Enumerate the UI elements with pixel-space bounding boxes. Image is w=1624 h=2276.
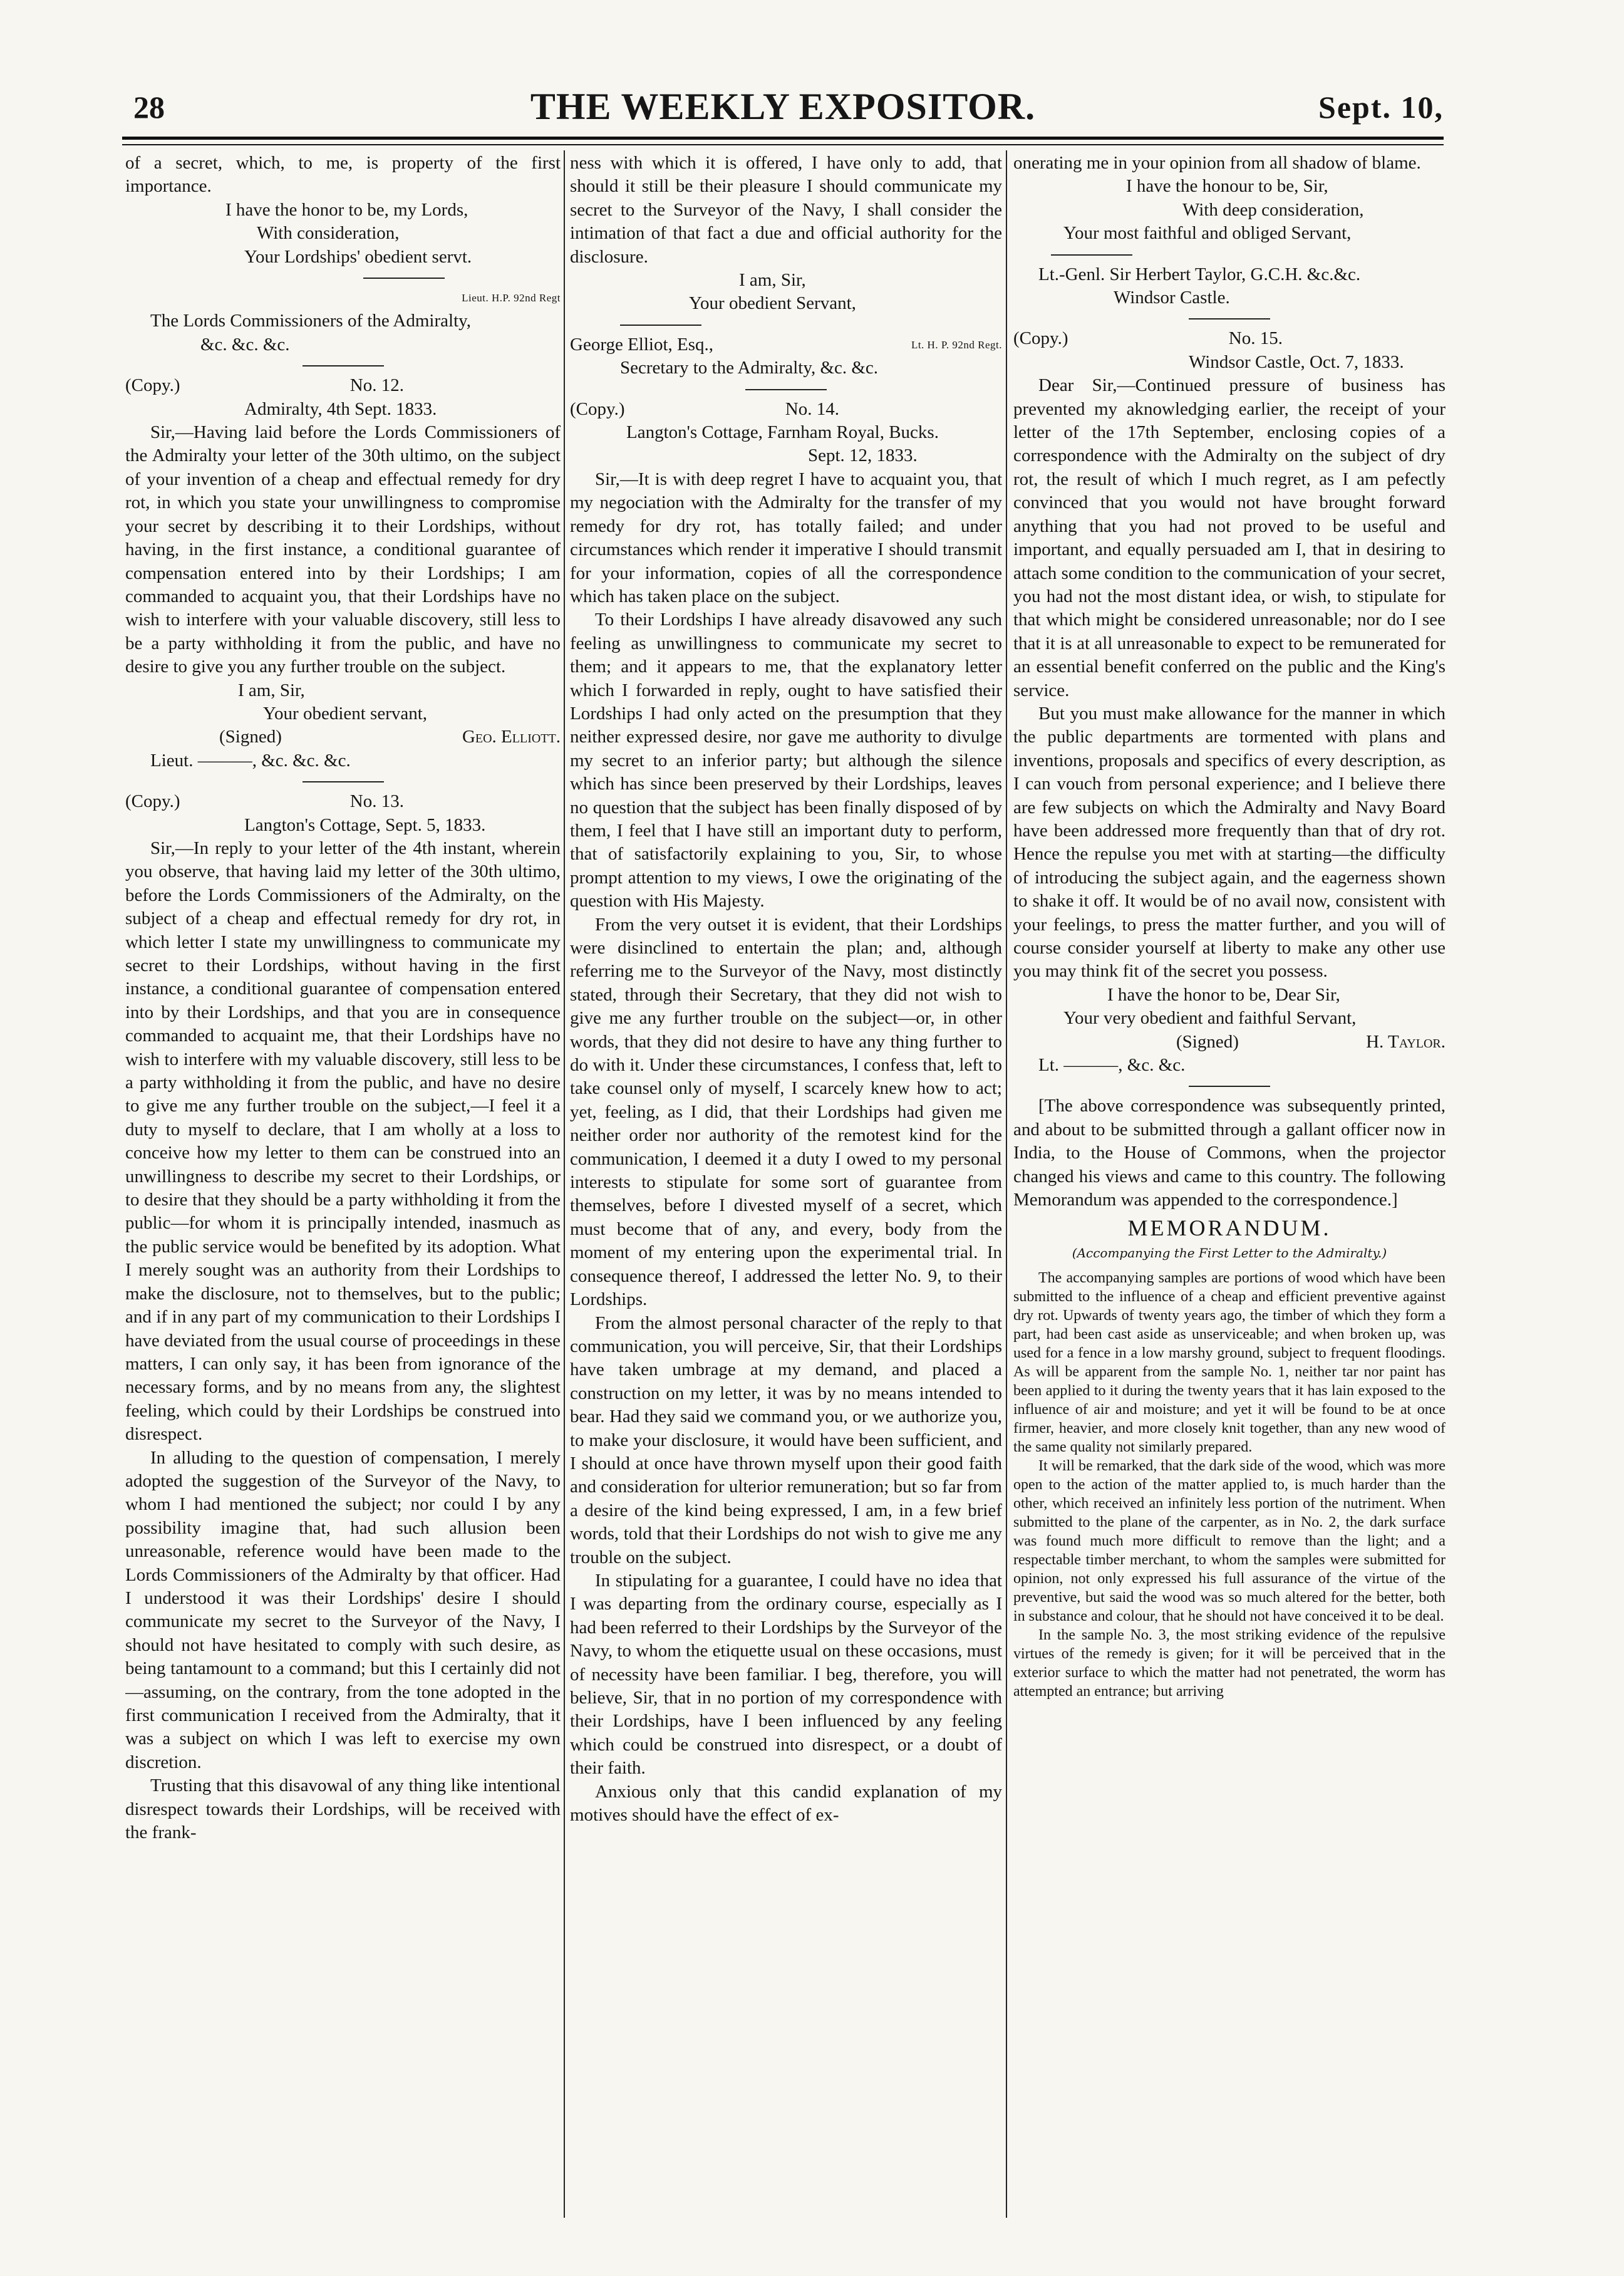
letter-number: No. 14. xyxy=(785,398,839,419)
signed-label: (Signed) xyxy=(1176,1031,1239,1052)
separator-rule xyxy=(745,389,827,390)
header-rule xyxy=(122,137,1444,140)
paragraph: But you must make allowance for the manner in which the public departments are tormented with plans and inventions, proposals and specifics of every description, as I can vouch from personal experience; and I believe there are few subjects on which the Admiralty and Navy Board have been addressed more frequently than that of dry rot. Hence the repulse you met with at starting—the difficulty of introducing the subject again, and the eagerness shown to shake it off. It would be of no avail now, consistent with your feelings, to press the matter further, and you will of course consider yourself at liberty to make any other use you may think fit of the secret you possess. xyxy=(1013,703,1446,982)
letter-number: No. 12. xyxy=(349,375,404,396)
paragraph: Trusting that this disavowal of any thing like intentional disrespect towards their Lordships, will be received with the frank- xyxy=(125,1775,561,1843)
closing-line: Your very obedient and faithful Servant, xyxy=(1063,1008,1357,1029)
paragraph: Anxious only that this candid explanation of my motives should have the effect of ex- xyxy=(570,1781,1002,1826)
closing-line: With deep consideration, xyxy=(1182,199,1364,220)
letter-number: No. 13. xyxy=(349,791,404,812)
signature-line xyxy=(125,725,561,749)
paragraph: The accompanying samples are portions of wood which have been submitted to the influence of a cheap and efficient preventive against dry rot. Upwards of twenty years ago, the timber of which they form a part, had been cast aside as unserviceable; and when broken up, was used for a fence in a low marshy ground, subject to frequent floodings. As will be apparent from the sample No. 1, neither tar nor paint has been applied to it during the twenty years that it has lain exposed to the influence of air and moisture; and yet it will be found to be at once firmer, heavier, and more closely knit together, than any new wood of the same quality not similarly prepared. xyxy=(1013,1270,1446,1456)
signature-rank: Lieut. H.P. 92nd Regt xyxy=(462,292,561,304)
copy-label: (Copy.) xyxy=(1013,328,1068,349)
column-1 xyxy=(125,152,561,2232)
closing-line: I have the honour to be, Sir, xyxy=(1126,176,1328,197)
paragraph: onerating me in your opinion from all shadow of blame. xyxy=(1013,153,1421,173)
paragraph: Sir,—In reply to your letter of the 4th instant, wherein you observe, that having laid my letter of the 30th ultimo, before the Lords Commissioners of the Admiralty, on the subject of a cheap and effectual remedy for dry rot, in which letter I state my unwillingness to communicate my secret to their Lordships, without having in the first instance, a conditional guarantee of compensation entered into by their Lordships, and that you are in consequence commanded to acquaint me, that their Lordships have no wish to interfere with my valuable discovery, still less to be a party withholding it from the public, and have no desire to give me any further trouble on the subject,—I feel it a duty to myself to declare, that I am wholly at a loss to conceive how my letter to them can be construed into an unwillingness to describe my secret to their Lordships, or to desire that they should be a party withholding it from the public—for whom it is principally intended, inasmuch as the public service would be benefited by its adoption. What I merely sought was an authority from their Lordships to make the disclosure, not to themselves, but to the public; and if in any part of my communication to their Lordships I have deviated from the usual course of proceedings in these matters, I can only say, it has been from ignorance of the necessary forms, and by no means from any, the slightest feeling, which could by their Lordships be construed into disrespect. xyxy=(125,838,561,1445)
addressee: &c. &c. &c. xyxy=(200,334,290,355)
closing-line: With consideration, xyxy=(257,223,400,244)
masthead-title: THE WEEKLY EXPOSITOR. xyxy=(530,86,1036,127)
column-2 xyxy=(570,152,1002,2232)
letter-date: Langton's Cottage, Sept. 5, 1833. xyxy=(244,814,486,835)
letter-number: No. 15. xyxy=(1228,328,1283,349)
copy-label: (Copy.) xyxy=(570,398,625,419)
separator-rule xyxy=(303,781,384,782)
column-divider xyxy=(1006,150,1007,2218)
letter-heading xyxy=(1013,327,1446,350)
header-rule-thin xyxy=(122,144,1444,145)
page-number: 28 xyxy=(133,90,165,125)
addressee: George Elliot, Esq., xyxy=(570,334,714,355)
letter-date: Langton's Cottage, Farnham Royal, Bucks. xyxy=(626,422,939,443)
signature-name: Geo. Elliott. xyxy=(462,727,561,747)
separator-rule xyxy=(1051,254,1132,256)
closing-line: Your obedient servant, xyxy=(263,703,428,724)
column-3 xyxy=(1013,152,1446,2232)
closing-line: I have the honor to be, my Lords, xyxy=(225,199,468,220)
letter-date: Windsor Castle, Oct. 7, 1833. xyxy=(1189,351,1404,372)
copy-label: (Copy.) xyxy=(125,791,180,812)
issue-date: Sept. 10, xyxy=(1318,90,1444,125)
closing-line: Your most faithful and obliged Servant, xyxy=(1063,223,1352,244)
letter-heading xyxy=(125,374,561,397)
closing-line: I am, Sir, xyxy=(739,270,806,291)
editorial-note: [The above correspondence was subsequently printed, and about to be submitted through a gallant officer now in India, to the House of Commons, when the projector changed his views and came to this country. The following Memorandum was appended to the correspondence.] xyxy=(1013,1096,1446,1210)
addressee: Windsor Castle. xyxy=(1114,288,1230,308)
page-header xyxy=(122,80,1444,140)
paragraph: Sir,—Having laid before the Lords Commissioners of the Admiralty your letter of the 30th ultimo, on the subject of your invention of a cheap and effectual remedy for dry rot, in which you state your unwillingness to compromise your secret by describing it to their Lordships, without having, in the first instance, a conditional guarantee of compensation entered into by their Lordships; I am commanded to acquaint you, that their Lordships have no wish to interfere with your valuable discovery, still less to be a party withholding it from the public, and have no desire to give you any further trouble on the subject. xyxy=(125,422,561,677)
closing-line: I have the honor to be, Dear Sir, xyxy=(1107,984,1340,1005)
memorandum-subtitle: (Accompanying the First Letter to the Admiralty.) xyxy=(1072,1245,1387,1260)
addressee: Lieut. ———, &c. &c. &c. xyxy=(150,750,351,771)
letter-heading xyxy=(125,790,561,813)
copy-label: (Copy.) xyxy=(125,375,180,396)
paragraph: From the very outset it is evident, that their Lordships were disinclined to entertain the plan; and, although referring me to the Surveyor of the Navy, most distinctly stated, through their Secretary, that they did not wish to give me any further trouble on the subject—or, in other words, that they did not desire to have any thing further to do with it. Under these circumstances, I confess that, left to take counsel only of myself, I scarcely knew how to act; yet, feeling, as I did, that their Lordships had given me neither order nor authority of the remotest kind for the communication, I deemed it a duty I owed to my personal interests to stipulate for some sort of guarantee from themselves, before I divested myself of a secret, which must become that of any, and every, body from the moment of my entering upon the experimental trial. In consequence thereof, I addressed the letter No. 9, to their Lordships. xyxy=(570,914,1002,1310)
paragraph: Sir,—It is with deep regret I have to acquaint you, that my negociation with the Admiralty for the transfer of my remedy for dry rot, has totally failed; and under circumstances which render it imperative I should transmit for your information, copies of all the correspondence which has taken place on the subject. xyxy=(570,469,1002,606)
column-divider xyxy=(564,150,565,2218)
signature-line xyxy=(1013,1031,1446,1054)
closing-line: Your Lordships' obedient servt. xyxy=(244,246,472,267)
signature-name: H. Taylor. xyxy=(1366,1031,1446,1052)
closing-line: I am, Sir, xyxy=(238,680,305,700)
signed-label: (Signed) xyxy=(219,727,282,747)
addressee: Lt.-Genl. Sir Herbert Taylor, G.C.H. &c.&c. xyxy=(1038,264,1361,284)
memorandum-title: MEMORANDUM. xyxy=(1127,1215,1332,1241)
separator-rule xyxy=(363,278,445,279)
separator-rule xyxy=(303,365,384,366)
paragraph: To their Lordships I have already disavowed any such feeling as unwillingness to communicate my secret to them; and it appears to me, that the explanatory letter which I forwarded in reply, ought to have satisfied their Lordships I had only acted on the presumption that they neither expressed desire, nor gave me authority to divulge my secret to an inferior party; but although the silence which has since been preserved by their Lordships, leaves no question that the subject has been finally disposed of by them, I feel that I have still an important duty to perform, that of satisfactorily explaining to you, Sir, to whose prompt attention to my views, I owe the originating of the question with His Majesty. xyxy=(570,610,1002,912)
addressee: Secretary to the Admiralty, &c. &c. xyxy=(620,358,879,378)
separator-rule xyxy=(1189,1086,1270,1087)
paragraph: ness with which it is offered, I have only to add, that should it still be their pleasure I should communicate my secret to the Surveyor of the Navy, I shall consider the intimation of that fact a due and official authority for the disclosure. xyxy=(570,153,1002,267)
paragraph: In stipulating for a guarantee, I could have no idea that I was departing from the ordinary course, especially as I had been referred to their Lordships by the Surveyor of the Navy, to whom the etiquette usual on these occasions, must of necessity have been familiar. I beg, therefore, you will believe, Sir, that in no portion of my correspondence with their Lordships, have I been influenced by any feeling which could be construed into disrespect, or a doubt of their faith. xyxy=(570,1570,1002,1779)
paragraph: From the almost personal character of the reply to that communication, you will perceive, Sir, that their Lordships have taken umbrage at my demand, and placed a construction on my letter, it was by no means intended to bear. Had they said we command you, or we authorize you, to make your disclosure, it would have been sufficient, and I should at once have thrown myself upon their good faith and consideration for ulterior remuneration; but so far from a desire of the kind being expressed, I am, in a few brief words, told that their Lordships do not wish to give me any trouble on the subject. xyxy=(570,1312,1002,1567)
separator-rule xyxy=(620,325,701,326)
separator-rule xyxy=(1189,318,1270,320)
paragraph: Dear Sir,—Continued pressure of business has prevented my aknowledging earlier, the receipt of your letter of the 17th September, enclosing copies of a correspondence with the Admiralty on the subject of dry rot, the result of which I much regret, as I am pefectly convinced that you would not have brought forward anything that you had not proved to be useful and important, and equally persuaded am I, that in desiring to attach some condition to the communication of your secret, you had not the most distant idea, or wish, to stipulate for that which might be considered unreasonable; nor do I see that it is at all unreasonable to expect to be remunerated for an essential benefit conferred on the public and the King's service. xyxy=(1013,375,1446,700)
paragraph: In the sample No. 3, the most striking evidence of the repulsive virtues of the remedy is given; for it will be perceived that in the exterior surface to which the matter had not penetrated, the worm has attempted an entrance; but arriving xyxy=(1013,1627,1446,1700)
signature-rank: Lt. H. P. 92nd Regt. xyxy=(911,338,1002,351)
letter-date: Sept. 12, 1833. xyxy=(808,445,918,466)
closing-line: Your obedient Servant, xyxy=(689,293,856,314)
paragraph: of a secret, which, to me, is property of the first importance. xyxy=(125,153,561,197)
paragraph: It will be remarked, that the dark side of the wood, which was more open to the action of the matter applied to, is much harder than the other, which received an infinitely less portion of the nutriment. When submitted to the plane of the carpenter, as in No. 2, the dark surface was found much more difficult to remove than the light; and a respectable timber merchant, to whom the samples were submitted for opinion, not only expressed his full assurance of the virtue of the preventive, but said the wood was so much altered for the better, both in substance and colour, that he should not have conceived it to be deal. xyxy=(1013,1458,1446,1625)
addressee: The Lords Commissioners of the Admiralty, xyxy=(150,311,472,331)
addressee: Lt. ———, &c. &c. xyxy=(1038,1055,1186,1076)
letter-heading xyxy=(570,398,1002,421)
addressee-line xyxy=(570,333,1002,356)
letter-date: Admiralty, 4th Sept. 1833. xyxy=(244,398,437,419)
paragraph: In alluding to the question of compensation, I merely adopted the suggestion of the Surveyor of the Navy, to whom I had mentioned the subject; nor could I by any possibility imagine that, had such allusion been unreasonable, reference would have been made to the Lords Commissioners of the Admiralty by that officer. Had I understood it was their Lordships' desire I should communicate my secret to the Surveyor of the Navy, I should not have hesitated to comply with such desire, as being tantamount to a command; but this I certainly did not—assuming, on the contrary, from the tone adopted in the first communication I received from the Admiralty, that it was a subject on which I was left to exercise my own discretion. xyxy=(125,1447,561,1772)
